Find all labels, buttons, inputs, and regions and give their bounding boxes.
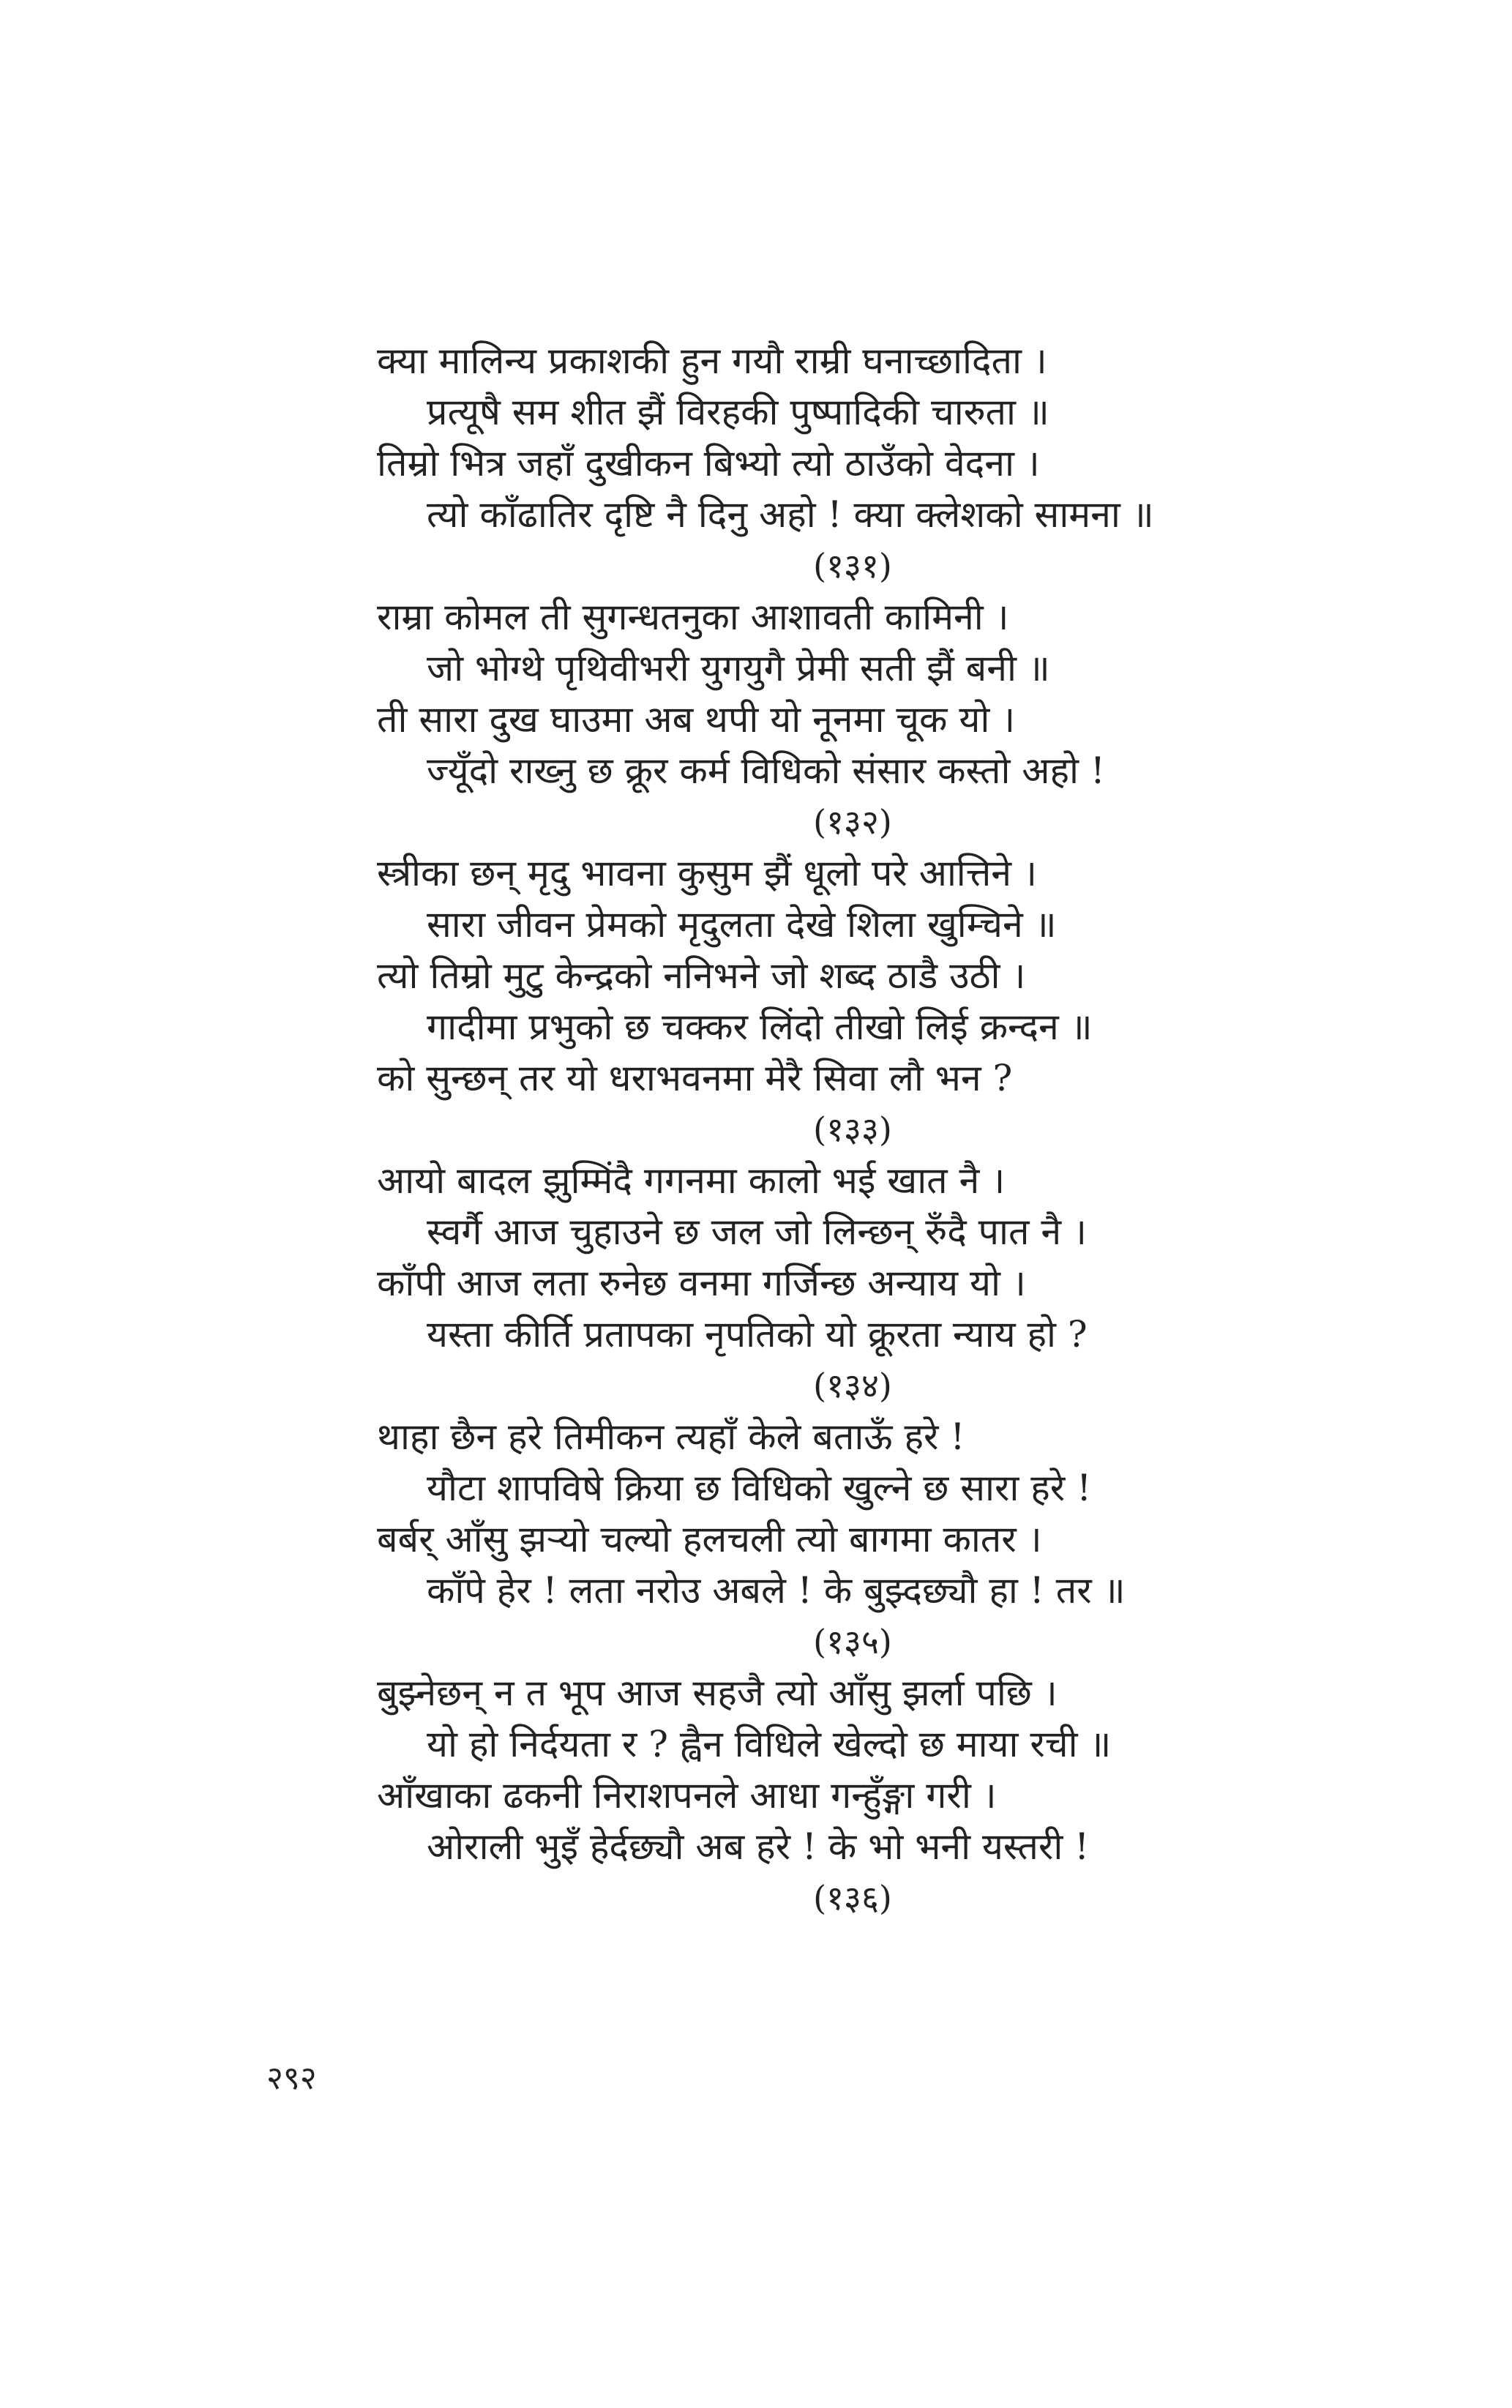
verse-number: (१३६) <box>813 1878 892 1918</box>
verse-line: गादीमा प्रभुको छ चक्कर लिंदो तीखो लिई क्रन्दन ॥ <box>427 1006 1093 1048</box>
verse-line: त्यो काँढातिर दृष्टि नै दिनु अहो ! क्या क्लेशको सामना ॥ <box>427 493 1154 536</box>
stanza <box>377 1411 1284 1667</box>
verse-line: राम्रा कोमल ती सुगन्धतनुका आशावती कामिनी । <box>377 596 1009 638</box>
verse-line: यो हो निर्दयता र ? ह्वैन विधिले खेल्दो छ माया रची ॥ <box>427 1723 1112 1765</box>
verse-line: सारा जीवन प्रेमको मृदुलता देखे शिला खुम्चिने ॥ <box>427 903 1057 946</box>
verse-number: (१३२) <box>813 802 892 842</box>
stanza <box>377 591 1284 848</box>
verse-line: ओराली भुइँ हेर्दछ्यौ अब हरे ! के भो भनी यस्तरी ! <box>427 1825 1090 1868</box>
verse-line: काँपे हेर ! लता नरोउ अबले ! के बुझ्दछ्यौ हा ! तर ॥ <box>427 1569 1126 1612</box>
verse-line: त्यो तिम्रो मुटु केन्द्रको ननिभने जो शब्द ठाडै उठी । <box>377 954 1026 997</box>
verse-line: आयो बादल झुम्मिंदै गगनमा कालो भई खात नै । <box>377 1159 1006 1202</box>
stanza <box>377 848 1284 1155</box>
verse-block <box>377 335 1284 1923</box>
stanza <box>377 1155 1284 1411</box>
verse-number: (१३१) <box>813 546 892 586</box>
verse-line: को सुन्छन् तर यो धराभवनमा मेरै सिवा लौ भन ? <box>377 1057 1013 1099</box>
verse-number: (१३५) <box>813 1622 892 1661</box>
stanza <box>377 335 1284 591</box>
verse-line: जो भोग्थे पृथिवीभरी युगयुगै प्रेमी सती झैं बनी ॥ <box>427 647 1050 689</box>
verse-line: बर्बर् आँसु झऱ्यो चल्यो हलचली त्यो बागमा कातर । <box>377 1518 1042 1560</box>
verse-line: स्वर्गै आज चुहाउने छ जल जो लिन्छन् रुँदै पात नै । <box>427 1211 1087 1253</box>
page-number: २९२ <box>266 2060 317 2097</box>
verse-number: (१३३) <box>813 1110 892 1149</box>
verse-line: स्त्रीका छन् मृदु भावना कुसुम झैं धूलो परे आत्तिने । <box>377 852 1037 894</box>
verse-number: (१३४) <box>813 1366 892 1405</box>
verse-line: यौटा शापविषे क्रिया छ विधिको खुल्ने छ सारा हरे ! <box>427 1467 1092 1509</box>
verse-line: प्रत्यूषै सम शीत झैं विरहकी पुष्पादिकी चारुता ॥ <box>427 391 1049 433</box>
verse-line: तिम्रो भित्र जहाँ दुखीकन बिभ्यो त्यो ठाउँको वेदना । <box>377 442 1040 485</box>
verse-line: ती सारा दुख घाउमा अब थपी यो नूनमा चूक यो । <box>377 698 1016 741</box>
verse-line: क्या मालिन्य प्रकाशकी हुन गयौ राम्री घनाच्छादिता । <box>377 340 1047 382</box>
verse-line: यस्ता कीर्ति प्रतापका नृपतिको यो क्रूरता न्याय हो ? <box>427 1313 1088 1356</box>
verse-line: बुझ्नेछन् न त भूप आज सहजै त्यो आँसु झर्ला पछि । <box>377 1672 1058 1714</box>
verse-line: काँपी आज लता रुनेछ वनमा गर्जिन्छ अन्याय यो । <box>377 1262 1026 1304</box>
verse-line: ज्यूँदो राख्नु छ क्रूर कर्म विधिको संसार कस्तो अहो ! <box>427 749 1105 792</box>
stanza <box>377 1667 1284 1923</box>
verse-line: थाहा छैन हरे तिमीकन त्यहाँ केले बताऊँ हरे ! <box>377 1416 965 1458</box>
verse-line: आँखाका ढकनी निराशपनले आधा गन्हुँङ्गा गरी । <box>377 1774 997 1817</box>
